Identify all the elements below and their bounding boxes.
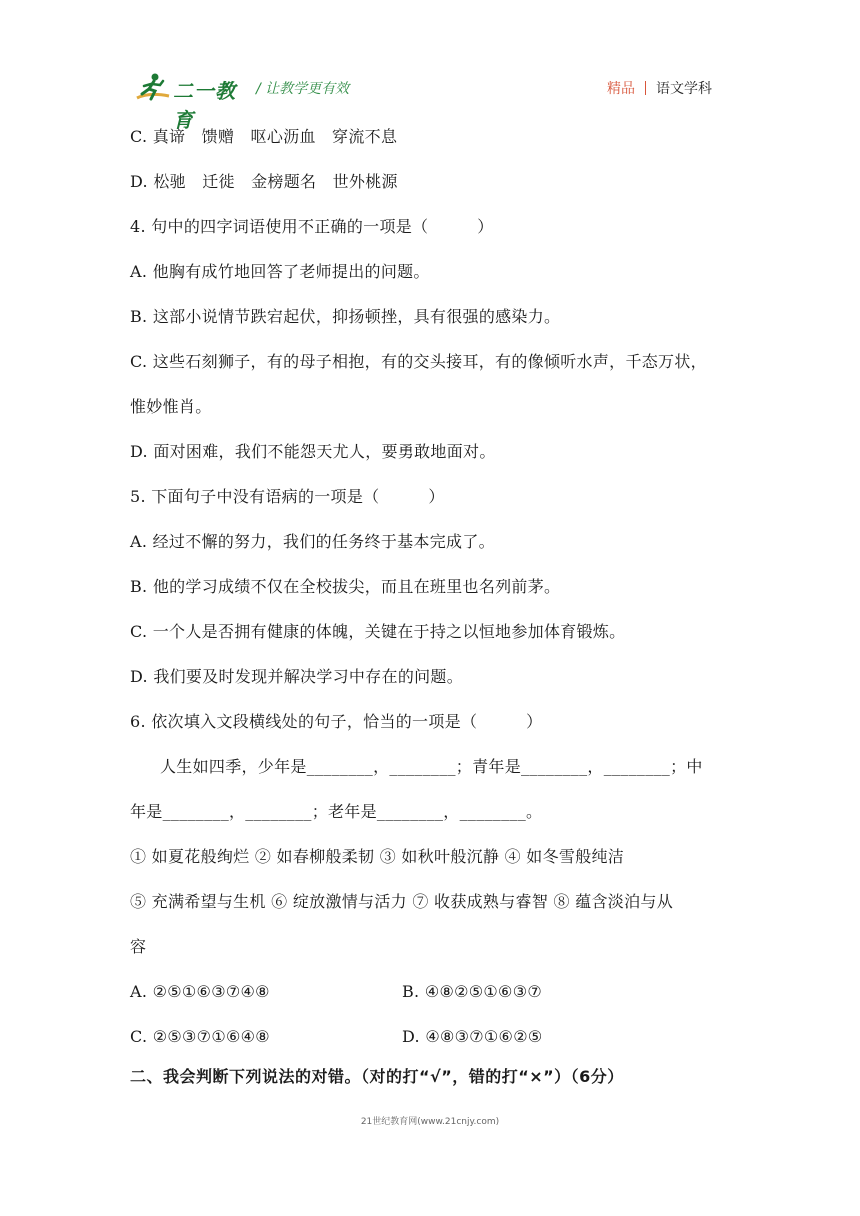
- option-line: D. 松驰 迁徙 金榜题名 世外桃源: [130, 172, 398, 191]
- passage-line: 年是________，________；老年是________，________。: [130, 802, 543, 821]
- sentence-choices-continued: 容: [130, 937, 147, 956]
- running-figure-icon: [135, 72, 171, 104]
- option-line-continued: 惟妙惟肖。: [130, 397, 212, 416]
- footer-source[interactable]: 21世纪教育网(www.21cnjy.com): [360, 1117, 500, 1127]
- option-line: D. 面对困难，我们不能怨天尤人，要勇敢地面对。: [130, 442, 496, 461]
- answer-option-b: B. ④⑧②⑤①⑥③⑦: [402, 982, 542, 1001]
- sentence-choices: ① 如夏花般绚烂 ② 如春柳般柔韧 ③ 如秋叶般沉静 ④ 如冬雪般纯洁: [130, 847, 625, 866]
- header-badge-group: [607, 78, 712, 98]
- option-line: C. 一个人是否拥有健康的体魄，关键在于持之以恒地参加体育锻炼。: [130, 622, 626, 641]
- sentence-choices: ⑤ 充满希望与生机 ⑥ 绽放激情与活力 ⑦ 收获成熟与睿智 ⑧ 蕴含淡泊与从: [130, 892, 674, 911]
- option-line: A. 他胸有成竹地回答了老师提出的问题。: [130, 262, 430, 281]
- slogan: / 让教学更有效: [256, 81, 350, 97]
- option-line: C. 真谛 馈赠 呕心沥血 穿流不息: [130, 127, 398, 146]
- answer-option-c: C. ②⑤③⑦①⑥④⑧: [130, 1027, 270, 1046]
- document-body: [130, 118, 735, 1063]
- option-line: D. 我们要及时发现并解决学习中存在的问题。: [130, 667, 464, 686]
- answer-option-a: A. ②⑤①⑥③⑦④⑧: [130, 982, 270, 1001]
- answer-options-row: [130, 973, 735, 1018]
- answer-option-d: D. ④⑧③⑦①⑥②⑤: [402, 1027, 543, 1046]
- passage-line: 人生如四季，少年是________，________；青年是________，________；中: [160, 757, 703, 776]
- option-line: B. 他的学习成绩不仅在全校拔尖，而且在班里也名列前茅。: [130, 577, 561, 596]
- answer-options-row: [130, 1018, 735, 1063]
- subject-label: 语文学科: [656, 81, 712, 97]
- page-header: [0, 0, 860, 132]
- option-line: B. 这部小说情节跌宕起伏，抑扬顿挫，具有很强的感染力。: [130, 307, 561, 326]
- question-4: 4. 句中的四字词语使用不正确的一项是（ ）: [130, 217, 494, 236]
- divider: [645, 81, 646, 95]
- section-heading: 二、我会判断下列说法的对错。（对的打“√”，错的打“×”）（6分）: [130, 1067, 624, 1086]
- option-line: C. 这些石刻狮子，有的母子相抱，有的交头接耳，有的像倾听水声，千态万状，: [130, 352, 707, 371]
- brand-logo[interactable]: [135, 72, 247, 132]
- question-5: 5. 下面句子中没有语病的一项是（ ）: [130, 487, 445, 506]
- question-6: 6. 依次填入文段横线处的句子，恰当的一项是（ ）: [130, 712, 543, 731]
- quality-badge: 精品: [607, 81, 635, 97]
- option-line: A. 经过不懈的努力，我们的任务终于基本完成了。: [130, 532, 495, 551]
- logo-text: 二一教育: [173, 79, 236, 132]
